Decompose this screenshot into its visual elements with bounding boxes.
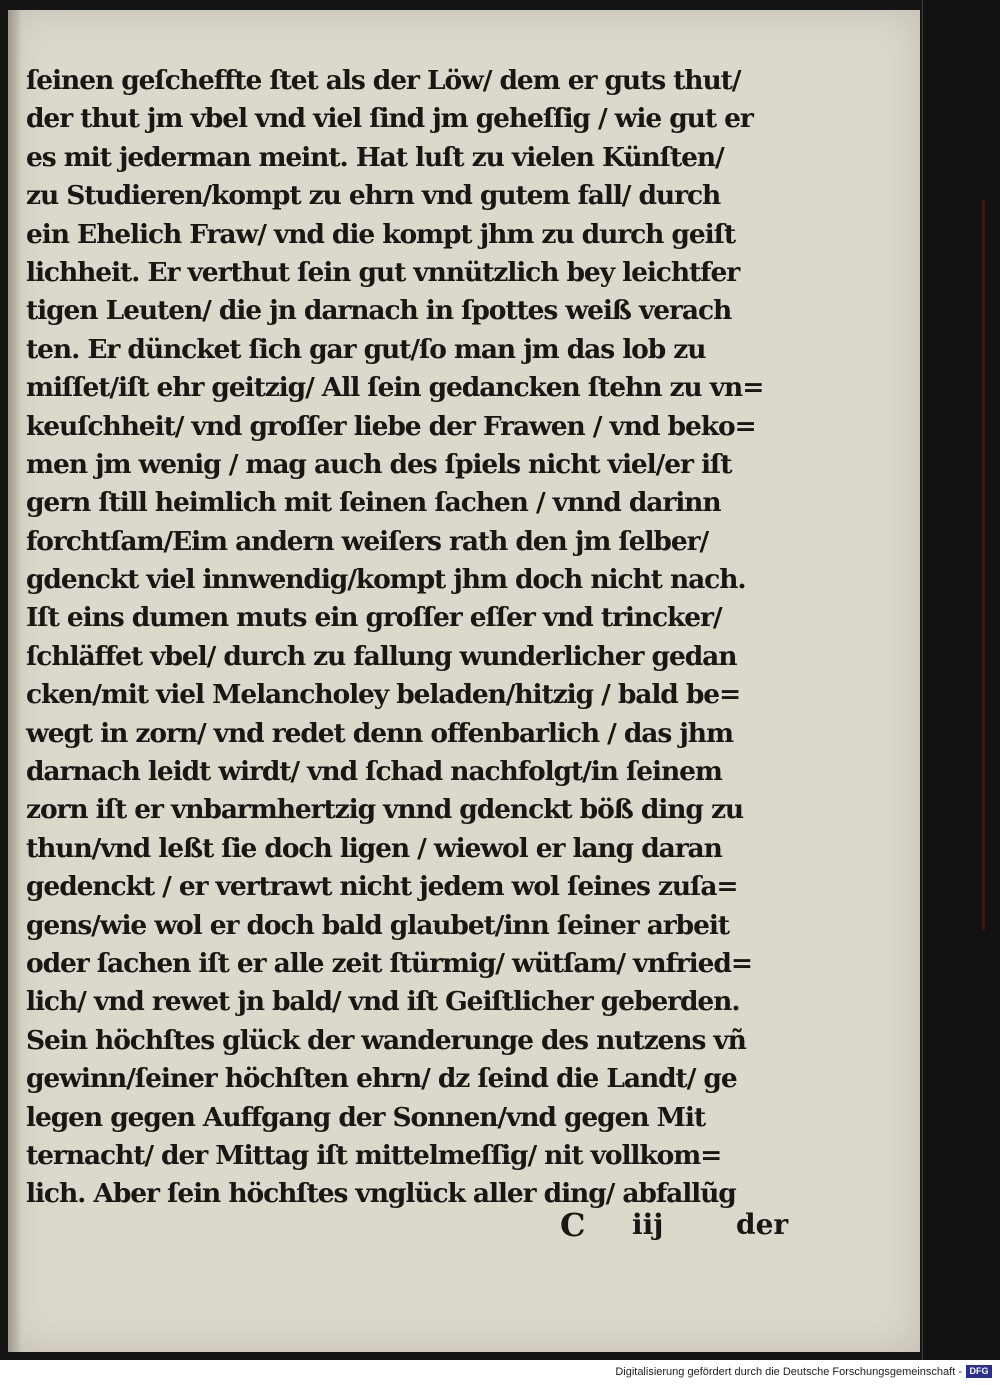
text-line: legen gegen Auffgang der Sonnen/vnd gegen Mit xyxy=(26,1101,705,1133)
text-line: gens/wie wol er doch bald glaubet/inn ſeiner arbeit xyxy=(26,909,729,941)
text-line: ſchläffet vbel/ durch zu fallung wunderlicher gedan xyxy=(26,640,737,672)
text-line: ternacht/ der Mittag iſt mittelmeſſig/ nit vollkom= xyxy=(26,1139,722,1171)
page-gutter-shadow xyxy=(8,10,22,1352)
dfg-logo: DFG xyxy=(966,1365,992,1378)
text-line: zorn iſt er vnbarmhertzig vnnd gdenckt böß ding zu xyxy=(26,794,744,826)
spine-mark xyxy=(982,200,985,930)
text-line: gedenckt / er vertrawt nicht jedem wol ſeines zuſa= xyxy=(26,871,738,903)
text-line: gewinn/ſeiner höchſten ehrn/ dz ſeind die Landt/ ge xyxy=(26,1063,737,1095)
text-line: forchtſam/Eim andern weiſers rath den jm ſelber/ xyxy=(26,525,709,557)
signature-mark-letter: C xyxy=(560,1206,586,1244)
book-spine-strip xyxy=(922,0,1000,1360)
text-line: men jm wenig / mag auch des ſpiels nicht viel/er iſt xyxy=(26,448,732,480)
text-line: lichheit. Er verthut ſein gut vnnützlich bey leichtfer xyxy=(26,256,740,288)
text-line: Iſt eins dumen muts ein groſſer eſſer vnd trincker/ xyxy=(26,602,722,634)
text-line: der thut jm vbel vnd viel ſind jm geheſſig / wie gut er xyxy=(26,103,753,135)
text-line: Sein höchſtes glück der wanderunge des nutzens vñ xyxy=(26,1024,746,1056)
text-line: keuſchheit/ vnd groſſer liebe der Frawen / vnd beko= xyxy=(26,410,756,442)
text-line: gdenckt viel innwendig/kompt jhm doch nicht nach. xyxy=(26,564,746,596)
funding-note: Digitalisierung gefördert durch die Deutsche Forschungsgemeinschaft - xyxy=(615,1366,962,1378)
text-line: cken/mit viel Melancholey beladen/hitzig / bald be= xyxy=(26,679,741,711)
text-line: es mit jederman meint. Hat luſt zu vielen Künſten/ xyxy=(26,141,724,173)
text-line: ſeinen geſcheffte ſtet als der Löw/ dem er guts thut/ xyxy=(26,65,741,96)
text-line: tigen Leuten/ die jn darnach in ſpottes weiß verach xyxy=(26,295,732,327)
footer-bar xyxy=(0,1360,1000,1385)
text-line: oder ſachen iſt er alle zeit ſtürmig/ wütſam/ vnfried= xyxy=(26,947,752,979)
text-line: thun/vnd leßt ſie doch ligen / wiewol er lang daran xyxy=(26,832,722,864)
text-line: wegt in zorn/ vnd redet denn offenbarlich / das jhm xyxy=(26,717,733,749)
text-line: gern ſtill heimlich mit ſeinen ſachen / vnnd darinn xyxy=(26,487,721,519)
text-line: ein Ehelich Fraw/ vnd die kompt jhm zu durch geiſt xyxy=(26,218,736,250)
text-line: zu Studieren/kompt zu ehrn vnd gutem fall/ durch xyxy=(26,180,721,212)
page-text xyxy=(26,62,816,1214)
text-line: darnach leidt wirdt/ vnd ſchad nachfolgt/in ſeinem xyxy=(26,756,722,788)
text-line: lich/ vnd rewet jn bald/ vnd iſt Geiſtlicher geberden. xyxy=(26,986,740,1018)
text-line: miſſet/iſt ehr geitzig/ All ſein gedancken ſtehn zu vn= xyxy=(26,372,764,404)
signature-mark-number: iij xyxy=(632,1208,664,1241)
text-line: ten. Er düncket ſich gar gut/ſo man jm das lob zu xyxy=(26,333,706,365)
catchword: der xyxy=(736,1208,789,1241)
text-line: lich. Aber ſein höchſtes vnglück aller ding/ abfallũg xyxy=(26,1178,736,1210)
